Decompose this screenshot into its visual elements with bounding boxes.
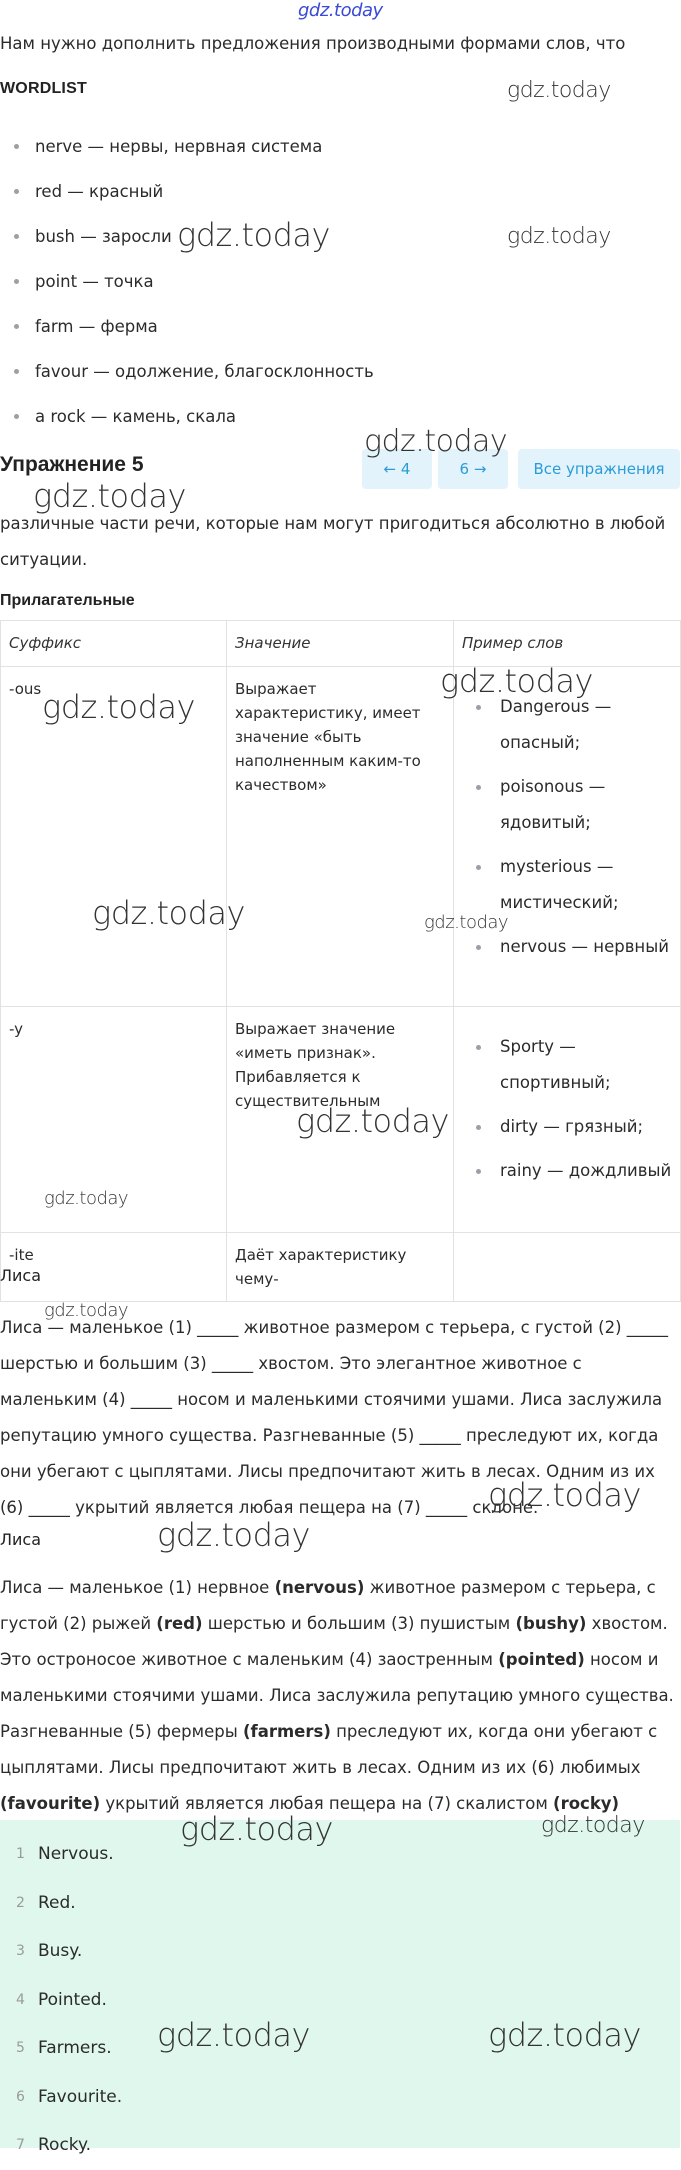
prev-exercise-button[interactable]: ← 4: [362, 449, 432, 489]
watermark: gdz.today: [298, 0, 383, 21]
examples-list: [466, 689, 672, 965]
answer-item: [0, 2024, 680, 2073]
watermark: gdz.today: [44, 1300, 129, 1321]
answer-text: Nervous.: [38, 1844, 114, 1864]
answer-keyword: (bushy): [515, 1614, 587, 1633]
watermark: gdz.today: [92, 894, 245, 932]
watermark: gdz.today: [364, 424, 508, 459]
fox-task-heading: Лиса: [0, 1266, 42, 1285]
answer-number: 4: [16, 1991, 25, 2008]
list-item: rainy — дождливый: [466, 1153, 672, 1189]
answer-number: 7: [16, 2137, 25, 2153]
answer-text-segment: животное размером с терьера, с густой (2) рыжей: [0, 1578, 656, 1633]
watermark: gdz.today: [44, 1188, 129, 1209]
meaning-cell: Выражает значение «иметь признак». Прибавляется к существительным: [227, 1007, 454, 1233]
table-header-row: [1, 621, 681, 667]
answers-box: [0, 1820, 680, 2155]
answer-text-segment: укрытий является любая пещера на (7) скалистом: [100, 1794, 554, 1813]
answer-keyword: (rocky): [553, 1794, 620, 1813]
meaning-cell: Даёт характеристику чему-: [227, 1233, 454, 1302]
answer-item: [0, 1879, 680, 1928]
intro-text: Нам нужно дополнить предложения производными формами слов, что: [0, 34, 626, 53]
suffix-cell: -ite: [1, 1233, 227, 1302]
answer-item: [0, 1830, 680, 1879]
wordlist: [0, 124, 374, 439]
list-item: bush — заросли: [0, 214, 374, 259]
fox-answer-text: [0, 1570, 680, 1858]
answer-keyword: (red): [156, 1614, 203, 1633]
watermark: gdz.today: [507, 78, 611, 103]
adjectives-heading: Прилагательные: [0, 592, 135, 609]
answer-item: [0, 1927, 680, 1976]
wordlist-heading: WORDLIST: [0, 80, 87, 97]
answer-item: [0, 2073, 680, 2122]
answer-keyword: (pointed): [498, 1650, 585, 1669]
exercise-title: Упражнение 5: [0, 453, 144, 476]
table-row: [1, 667, 681, 1007]
answer-keyword: (nervous): [274, 1578, 365, 1597]
list-item: poisonous — ядовитый;: [466, 769, 672, 841]
parts-text: различные части речи, которые нам могут пригодиться абсолютно в любой ситуации.: [0, 514, 666, 569]
answer-item: [0, 1976, 680, 2025]
watermark: gdz.today: [157, 2016, 310, 2054]
watermark: gdz.today: [541, 1813, 645, 1838]
fox-answer-heading: Лиса: [0, 1530, 42, 1549]
watermark: gdz.today: [177, 216, 330, 254]
answer-text-segment: преследуют их, когда они убегают с цыплятами. Лисы предпочитают жить в лесах. Одним из их (6) любимых: [0, 1722, 658, 1777]
answer-item: [0, 2121, 680, 2170]
answer-text: Red.: [38, 1892, 76, 1913]
column-header: Суффикс: [1, 621, 227, 667]
suffix-cell: -ous: [1, 667, 227, 1007]
suffix-cell: -y: [1, 1007, 227, 1233]
answer-text: Rocky.: [38, 2135, 92, 2155]
watermark: gdz.today: [296, 1102, 449, 1140]
watermark: gdz.today: [180, 1810, 333, 1848]
answer-text-segment: хвостом. Это остроносое животное с маленьким (4) заостренным: [0, 1614, 668, 1669]
list-item: a rock — камень, скала: [0, 394, 374, 439]
watermark: gdz.today: [488, 2016, 641, 2054]
examples-list: [466, 1029, 672, 1189]
examples-cell: [454, 1007, 681, 1233]
watermark: gdz.today: [424, 912, 509, 933]
list-item: nervous — нервный: [466, 929, 672, 965]
suffix-table: [0, 620, 681, 1302]
watermark: gdz.today: [42, 688, 195, 726]
answer-number: 2: [16, 1894, 25, 1911]
watermark: gdz.today: [440, 662, 593, 700]
watermark: gdz.today: [507, 224, 611, 249]
list-item: Sporty — спортивный;: [466, 1029, 672, 1101]
answer-number: 5: [16, 2040, 25, 2056]
answer-text-segment: носом и маленькими стоячими ушами. Лиса заслужила репутацию умного существа. Разгневанные (5) фермеры: [0, 1650, 674, 1741]
list-item: red — красный: [0, 169, 374, 214]
watermark: gdz.today: [488, 1476, 641, 1514]
answer-text: Farmers.: [38, 2038, 112, 2058]
answer-text-segment: шерстью и большим (3) пушистым: [202, 1614, 516, 1633]
meaning-cell: Выражает характеристику, имеет значение «быть наполненным каким-то качеством»: [227, 667, 454, 1007]
answer-keyword: (favourite): [0, 1794, 101, 1813]
examples-cell: [454, 667, 681, 1007]
examples-cell: [454, 1233, 681, 1302]
watermark: gdz.today: [157, 1516, 310, 1554]
list-item: nerve — нервы, нервная система: [0, 124, 374, 169]
table-row: [1, 1007, 681, 1233]
table-row: [1, 1233, 681, 1302]
list-item: farm — ферма: [0, 304, 374, 349]
answer-number: 3: [16, 1943, 25, 1959]
answer-text: Busy.: [38, 1941, 83, 1961]
answer-number: 1: [16, 1846, 25, 1862]
answer-text: Pointed.: [38, 1989, 107, 2010]
column-header: Пример слов: [454, 621, 681, 667]
answers-list: [0, 1820, 680, 2170]
list-item: mysterious — мистический;: [466, 849, 672, 921]
answer-keyword: (farmers): [242, 1722, 331, 1741]
watermark: gdz.today: [33, 477, 186, 515]
list-item: Dangerous — опасный;: [466, 689, 672, 761]
list-item: favour — одолжение, благосклонность: [0, 349, 374, 394]
answer-number: 6: [16, 2088, 25, 2105]
all-exercises-button[interactable]: Все упражнения: [518, 449, 680, 489]
answer-text: Favourite.: [38, 2086, 123, 2107]
fox-task-text: Лиса — маленькое (1) _____ животное размером с терьера, с густой (2) _____ шерстью и большим (3) _____ хвостом. Это элегантное животное с маленьким (4) _____ носом и маленькими стоячими ушами. Лиса заслужила репутацию умного существа. Разгневанные (5) _____ преследуют их, когда они убегают с цыплятами. Лисы предпочитают жить в лесах. Одним из их (6) _____ укрытий является любая пещера на (7) _____ склоне.: [0, 1318, 669, 1517]
answer-text-segment: Лиса — маленькое (1) нервное: [0, 1578, 275, 1597]
list-item: point — точка: [0, 259, 374, 304]
next-exercise-button[interactable]: 6 →: [438, 449, 508, 489]
list-item: dirty — грязный;: [466, 1109, 672, 1145]
column-header: Значение: [227, 621, 454, 667]
